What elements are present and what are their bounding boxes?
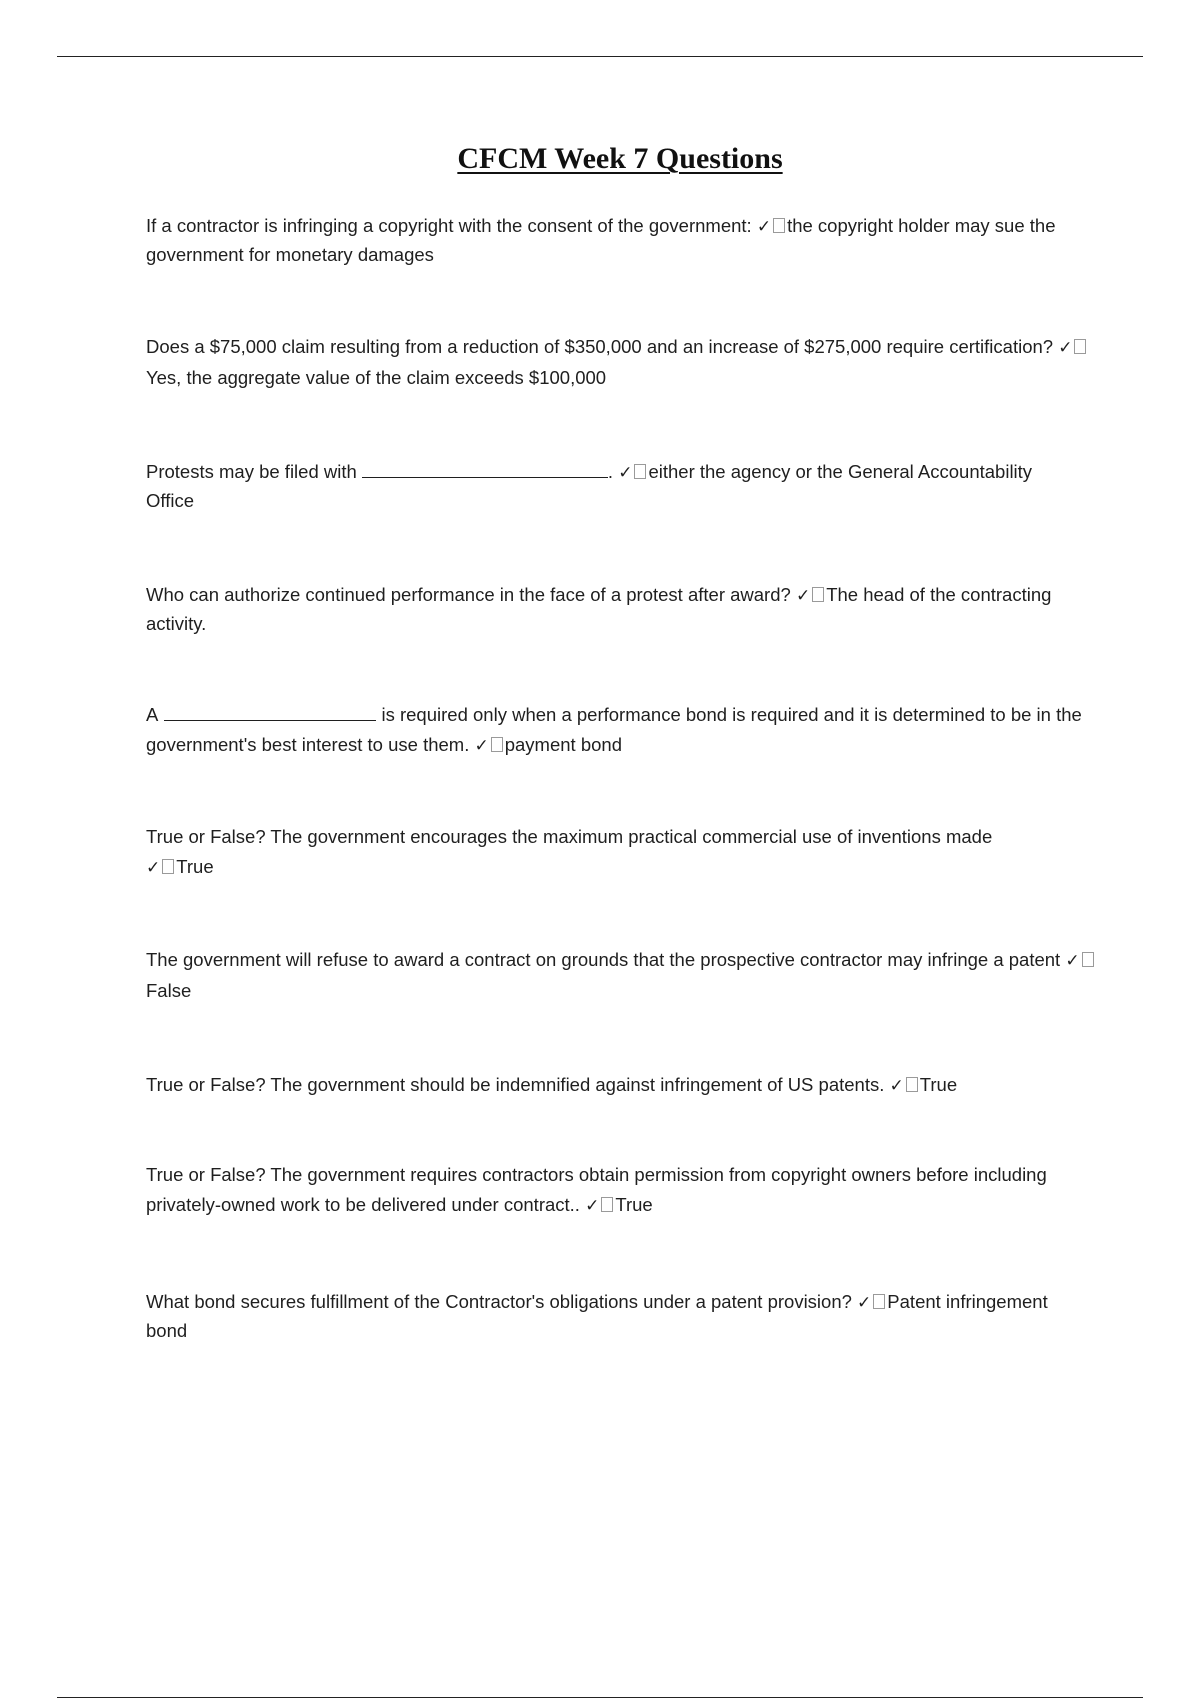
question-text: Does a $75,000 claim resulting from a reduction of $350,000 and an increase of $275,000 require certification? [146, 336, 1054, 357]
qa-item-5 [146, 700, 1091, 761]
answer-text: either the agency or the General Accountability Office [146, 461, 1033, 511]
checkbox-glyph-icon [906, 1077, 918, 1092]
footer-rule [57, 1697, 1143, 1698]
answer-text: False [146, 980, 192, 1001]
qa-item-9 [146, 1160, 1096, 1221]
qa-item-1 [146, 212, 1076, 269]
answer-text: Patent infringement bond [146, 1291, 1048, 1341]
qa-item-4 [146, 581, 1076, 638]
question-text: True or False? The government should be indemnified against infringement of US patents. [146, 1074, 885, 1095]
qa-item-8 [146, 1070, 1096, 1101]
check-icon: ✓ [857, 1293, 872, 1313]
check-icon: ✓ [1065, 951, 1080, 971]
header-rule [57, 56, 1143, 57]
check-icon: ✓ [618, 463, 633, 483]
question-text: A [146, 704, 159, 725]
qa-item-2 [146, 332, 1096, 393]
checkbox-glyph-icon [812, 587, 824, 602]
check-icon: ✓ [1058, 338, 1073, 358]
checkbox-glyph-icon [491, 737, 503, 752]
qa-item-6 [146, 822, 1096, 883]
question-text: The government will refuse to award a contract on grounds that the prospective contractor may infringe a patent [146, 949, 1061, 970]
check-icon: ✓ [889, 1076, 904, 1096]
checkbox-glyph-icon [773, 218, 785, 233]
answer-text: True [176, 856, 214, 877]
qa-item-7 [146, 945, 1096, 1006]
question-text: What bond secures fulfillment of the Contractor's obligations under a patent provision? [146, 1291, 852, 1312]
question-text: Protests may be filed with [146, 461, 357, 482]
check-icon: ✓ [795, 586, 811, 606]
question-text-end: is required only when a performance bond is required and it is determined to be in the government's best interest to use them. [146, 704, 1082, 755]
qa-item-10 [146, 1288, 1076, 1345]
answer-text: The head of the contracting activity. [146, 584, 1052, 634]
fill-in-blank [164, 702, 376, 721]
check-icon: ✓ [474, 736, 489, 756]
check-icon: ✓ [146, 858, 161, 878]
check-icon: ✓ [756, 217, 772, 237]
question-text: True or False? The government requires contractors obtain permission from copyright owners before including privately-owned work to be delivered under contract.. [146, 1164, 1047, 1215]
question-text-end: . [607, 461, 614, 482]
answer-text: payment bond [504, 734, 622, 755]
fill-in-blank [362, 459, 608, 478]
answer-text: the copyright holder may sue the government for monetary damages [146, 215, 1056, 265]
answer-text: True [615, 1194, 653, 1215]
check-icon: ✓ [585, 1196, 600, 1216]
checkbox-glyph-icon [873, 1294, 885, 1309]
checkbox-glyph-icon [1082, 952, 1094, 967]
checkbox-glyph-icon [634, 464, 646, 479]
checkbox-glyph-icon [601, 1197, 613, 1212]
answer-text: True [919, 1074, 958, 1095]
checkbox-glyph-icon [162, 859, 174, 874]
page-title: CFCM Week 7 Questions [457, 142, 783, 175]
qa-item-3 [146, 458, 1046, 515]
question-text: If a contractor is infringing a copyright with the consent of the government: [146, 215, 752, 236]
question-text: Who can authorize continued performance in the face of a protest after award? [146, 584, 791, 605]
checkbox-glyph-icon [1074, 339, 1086, 354]
question-text: True or False? The government encourages the maximum practical commercial use of inventions made [146, 826, 993, 847]
answer-text: Yes, the aggregate value of the claim exceeds $100,000 [146, 367, 607, 388]
